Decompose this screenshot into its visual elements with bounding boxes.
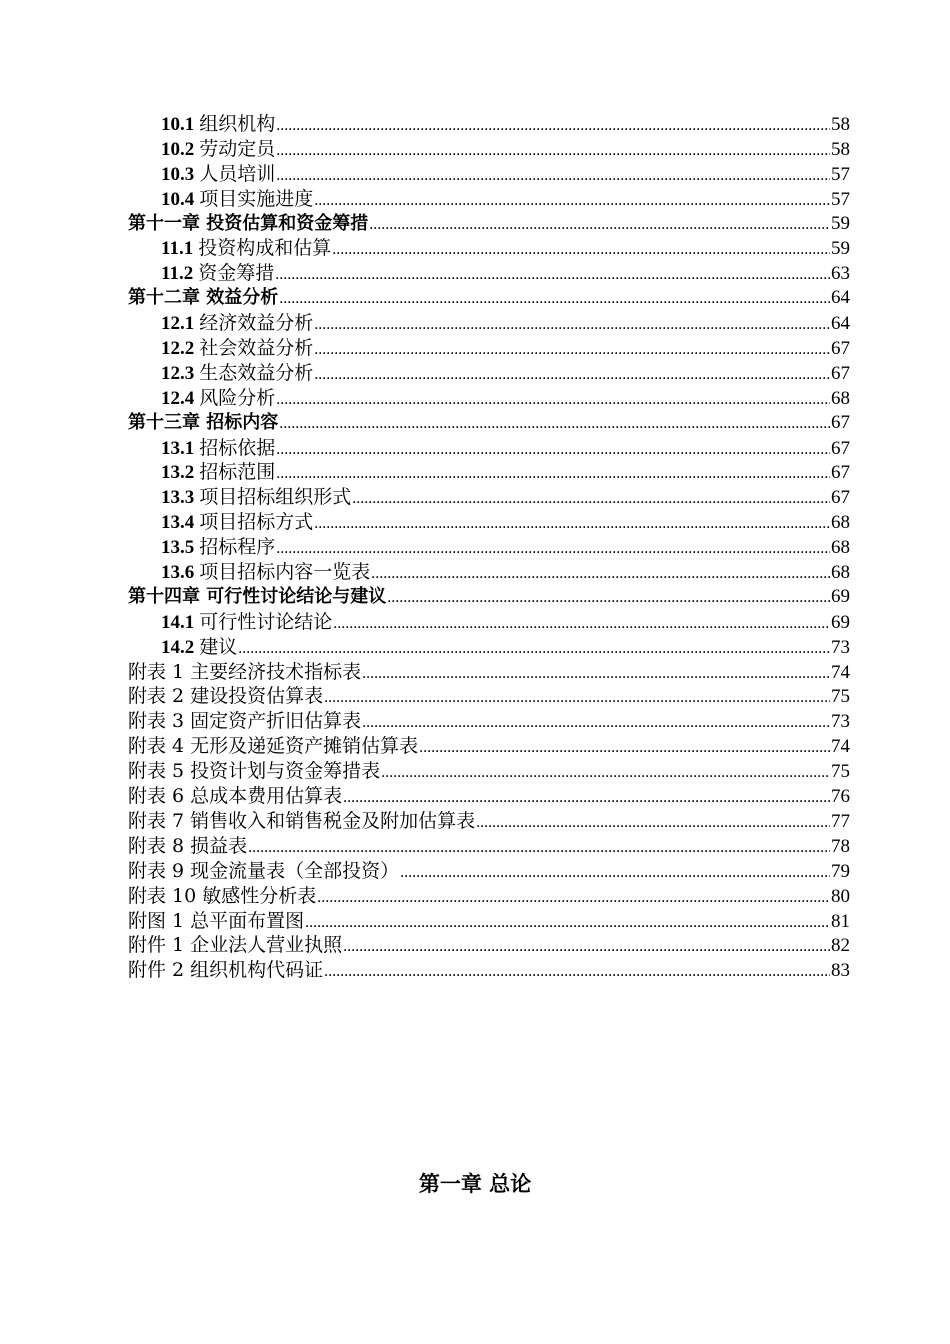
toc-entry-title: 附表 4 无形及递延资产摊销估算表: [128, 735, 419, 758]
dot-leader: [279, 412, 830, 436]
toc-entry-number: 13.6: [161, 562, 195, 584]
toc-entry-page-number: 77: [831, 810, 850, 832]
toc-entry-title: 组织机构: [199, 113, 276, 135]
toc-entry-number: 13.5: [161, 537, 195, 559]
toc-entry-title: 劳动定员: [199, 137, 276, 160]
dot-leader: [324, 686, 830, 709]
toc-entry-title: 风险分析: [199, 386, 276, 409]
table-of-contents: [128, 112, 850, 983]
toc-entry[interactable]: [128, 386, 850, 411]
toc-entry[interactable]: [128, 112, 850, 137]
toc-entry-page-number: 64: [831, 287, 850, 309]
toc-entry[interactable]: [128, 261, 850, 286]
toc-entry-number: 10.4: [161, 188, 195, 210]
toc-entry-title: 附表 5 投资计划与资金筹措表: [128, 760, 381, 783]
toc-entry-title: 项目招标组织形式: [199, 486, 352, 509]
toc-entry-title: 附件 2 组织机构代码证: [128, 959, 324, 982]
dot-leader: [276, 462, 830, 485]
toc-entry-number: 11.1: [161, 238, 194, 260]
toc-entry[interactable]: [128, 560, 850, 585]
toc-entry-page-number: 67: [831, 487, 850, 509]
toc-entry[interactable]: [128, 958, 850, 983]
toc-entry-title: 附件 1 企业法人营业执照: [128, 934, 343, 957]
toc-entry-page-number: 82: [831, 935, 850, 957]
toc-entry-page-number: 67: [831, 338, 850, 360]
toc-entry-title: 附表 9 现金流量表（全部投资）: [128, 859, 400, 882]
toc-entry-page-number: 81: [831, 910, 850, 932]
toc-entry-number: 12.3: [161, 362, 195, 384]
toc-entry-title: 附表 1 主要经济技术指标表: [128, 660, 362, 683]
toc-entry-page-number: 73: [831, 711, 850, 733]
toc-entry-number: 10.1: [161, 114, 195, 135]
toc-entry-title: 第十三章 招标内容: [128, 411, 279, 433]
toc-entry[interactable]: [128, 660, 850, 685]
dot-leader: [276, 164, 830, 187]
toc-entry-page-number: 63: [831, 263, 850, 285]
dot-leader: [324, 960, 830, 983]
toc-entry-title: 资金筹措: [198, 262, 275, 285]
toc-entry-number: 13.2: [161, 462, 195, 484]
toc-entry-title: 项目招标内容一览表: [199, 561, 371, 584]
dot-leader: [352, 487, 830, 510]
toc-entry[interactable]: [128, 336, 850, 361]
toc-entry-page-number: 59: [831, 238, 850, 260]
dot-leader: [419, 736, 830, 759]
toc-entry-page-number: 73: [831, 636, 850, 658]
toc-entry-page-number: 69: [831, 611, 850, 633]
dot-leader: [387, 586, 830, 610]
dot-leader: [381, 761, 830, 784]
toc-entry-title: 招标范围: [199, 461, 276, 484]
toc-entry[interactable]: [128, 236, 850, 261]
toc-entry-title: 附表 7 销售收入和销售税金及附加估算表: [128, 809, 476, 832]
toc-entry[interactable]: [128, 137, 850, 162]
toc-entry-page-number: 68: [831, 537, 850, 559]
toc-entry-title: 第十二章 效益分析: [128, 287, 279, 309]
toc-entry-page-number: 58: [831, 114, 850, 135]
toc-entry-title: 附表 6 总成本费用估算表: [128, 785, 343, 808]
dot-leader: [343, 786, 830, 809]
dot-leader: [276, 438, 830, 461]
dot-leader: [276, 388, 830, 411]
dot-leader: [314, 313, 830, 336]
toc-entry[interactable]: [128, 436, 850, 461]
toc-entry-title: 项目招标方式: [199, 511, 314, 534]
toc-entry-page-number: 57: [831, 163, 850, 185]
dot-leader: [275, 263, 830, 286]
toc-entry[interactable]: [128, 684, 850, 709]
toc-entry[interactable]: [128, 610, 850, 635]
toc-entry-title: 可行性讨论结论: [199, 610, 333, 633]
toc-entry-title: 建议: [199, 635, 238, 658]
toc-entry-title: 经济效益分析: [199, 312, 314, 335]
toc-entry-number: 12.2: [161, 338, 195, 360]
toc-entry[interactable]: [128, 411, 850, 436]
dot-leader: [369, 213, 830, 237]
toc-entry[interactable]: [128, 909, 850, 934]
toc-entry-title: 附表 10 敏感性分析表: [128, 884, 317, 907]
toc-entry[interactable]: [128, 734, 850, 759]
toc-entry-page-number: 75: [831, 686, 850, 708]
toc-entry[interactable]: [128, 784, 850, 809]
toc-entry[interactable]: [128, 809, 850, 834]
toc-entry-page-number: 67: [831, 437, 850, 459]
toc-entry-title: 附表 8 损益表: [128, 834, 248, 857]
toc-entry[interactable]: [128, 361, 850, 386]
dot-leader: [314, 363, 830, 386]
toc-entry[interactable]: [128, 510, 850, 535]
toc-entry[interactable]: [128, 635, 850, 660]
toc-entry-title: 附图 1 总平面布置图: [128, 909, 305, 932]
dot-leader: [276, 537, 830, 560]
toc-entry[interactable]: [128, 834, 850, 859]
toc-entry-title: 项目实施进度: [199, 187, 314, 210]
chapter-heading: 第一章 总论: [418, 1172, 532, 1196]
toc-entry-title: 附表 3 固定资产折旧估算表: [128, 710, 362, 733]
toc-entry-page-number: 76: [831, 786, 850, 808]
toc-entry-page-number: 68: [831, 562, 850, 584]
toc-entry[interactable]: [128, 535, 850, 560]
toc-entry-page-number: 80: [831, 885, 850, 907]
toc-entry-number: 13.1: [161, 437, 195, 459]
toc-entry[interactable]: [128, 187, 850, 212]
toc-entry-page-number: 74: [831, 736, 850, 758]
dot-leader: [362, 662, 830, 685]
toc-entry-title: 第十一章 投资估算和资金筹措: [128, 212, 369, 234]
dot-leader: [279, 287, 830, 311]
dot-leader: [371, 562, 830, 585]
toc-entry-number: 10.2: [161, 138, 195, 160]
dot-leader: [248, 836, 830, 859]
toc-entry-number: 12.4: [161, 387, 195, 409]
toc-entry-page-number: 74: [831, 661, 850, 683]
toc-entry[interactable]: [128, 585, 850, 610]
toc-entry[interactable]: [128, 933, 850, 958]
dot-leader: [276, 139, 830, 162]
dot-leader: [238, 637, 830, 660]
dot-leader: [314, 189, 830, 212]
toc-entry[interactable]: [128, 286, 850, 311]
toc-entry-page-number: 67: [831, 362, 850, 384]
toc-entry-page-number: 67: [831, 411, 850, 433]
toc-entry-page-number: 64: [831, 313, 850, 335]
toc-entry[interactable]: [128, 311, 850, 336]
toc-entry[interactable]: [128, 460, 850, 485]
toc-entry-number: 12.1: [161, 313, 195, 335]
toc-entry-title: 社会效益分析: [199, 337, 314, 360]
toc-entry-page-number: 68: [831, 512, 850, 534]
dot-leader: [476, 811, 830, 834]
toc-entry-page-number: 69: [831, 585, 850, 607]
toc-entry-page-number: 75: [831, 761, 850, 783]
toc-entry-number: 13.4: [161, 512, 195, 534]
toc-entry[interactable]: [128, 759, 850, 784]
dot-leader: [314, 512, 830, 535]
dot-leader: [317, 886, 830, 909]
dot-leader: [314, 338, 830, 361]
dot-leader: [400, 861, 830, 884]
toc-entry-title: 第十四章 可行性讨论结论与建议: [128, 585, 387, 607]
dot-leader: [343, 935, 830, 958]
toc-entry-title: 生态效益分析: [199, 361, 314, 384]
dot-leader: [333, 612, 830, 635]
toc-entry-title: 附表 2 建设投资估算表: [128, 685, 324, 708]
dot-leader: [332, 238, 830, 261]
toc-entry[interactable]: [128, 884, 850, 909]
toc-entry-number: 11.2: [161, 263, 194, 285]
dot-leader: [276, 114, 830, 137]
toc-entry-title: 投资构成和估算: [198, 237, 332, 260]
toc-entry-title: 招标依据: [199, 436, 276, 459]
toc-entry-number: 14.1: [161, 611, 195, 633]
toc-entry-page-number: 57: [831, 188, 850, 210]
toc-entry-page-number: 68: [831, 387, 850, 409]
toc-entry-page-number: 59: [831, 212, 850, 234]
toc-entry-page-number: 83: [831, 960, 850, 982]
toc-entry[interactable]: [128, 859, 850, 884]
toc-entry-number: 14.2: [161, 636, 195, 658]
toc-entry[interactable]: [128, 485, 850, 510]
toc-entry-page-number: 78: [831, 835, 850, 857]
toc-entry-page-number: 67: [831, 462, 850, 484]
toc-entry-title: 招标程序: [199, 536, 276, 559]
toc-entry[interactable]: [128, 709, 850, 734]
toc-entry[interactable]: [128, 162, 850, 187]
toc-entry-page-number: 79: [831, 860, 850, 882]
toc-entry-number: 13.3: [161, 487, 195, 509]
toc-entry-page-number: 58: [831, 138, 850, 160]
dot-leader: [362, 711, 830, 734]
toc-entry-title: 人员培训: [199, 162, 276, 185]
toc-entry[interactable]: [128, 212, 850, 237]
toc-entry-number: 10.3: [161, 163, 195, 185]
dot-leader: [305, 911, 830, 934]
